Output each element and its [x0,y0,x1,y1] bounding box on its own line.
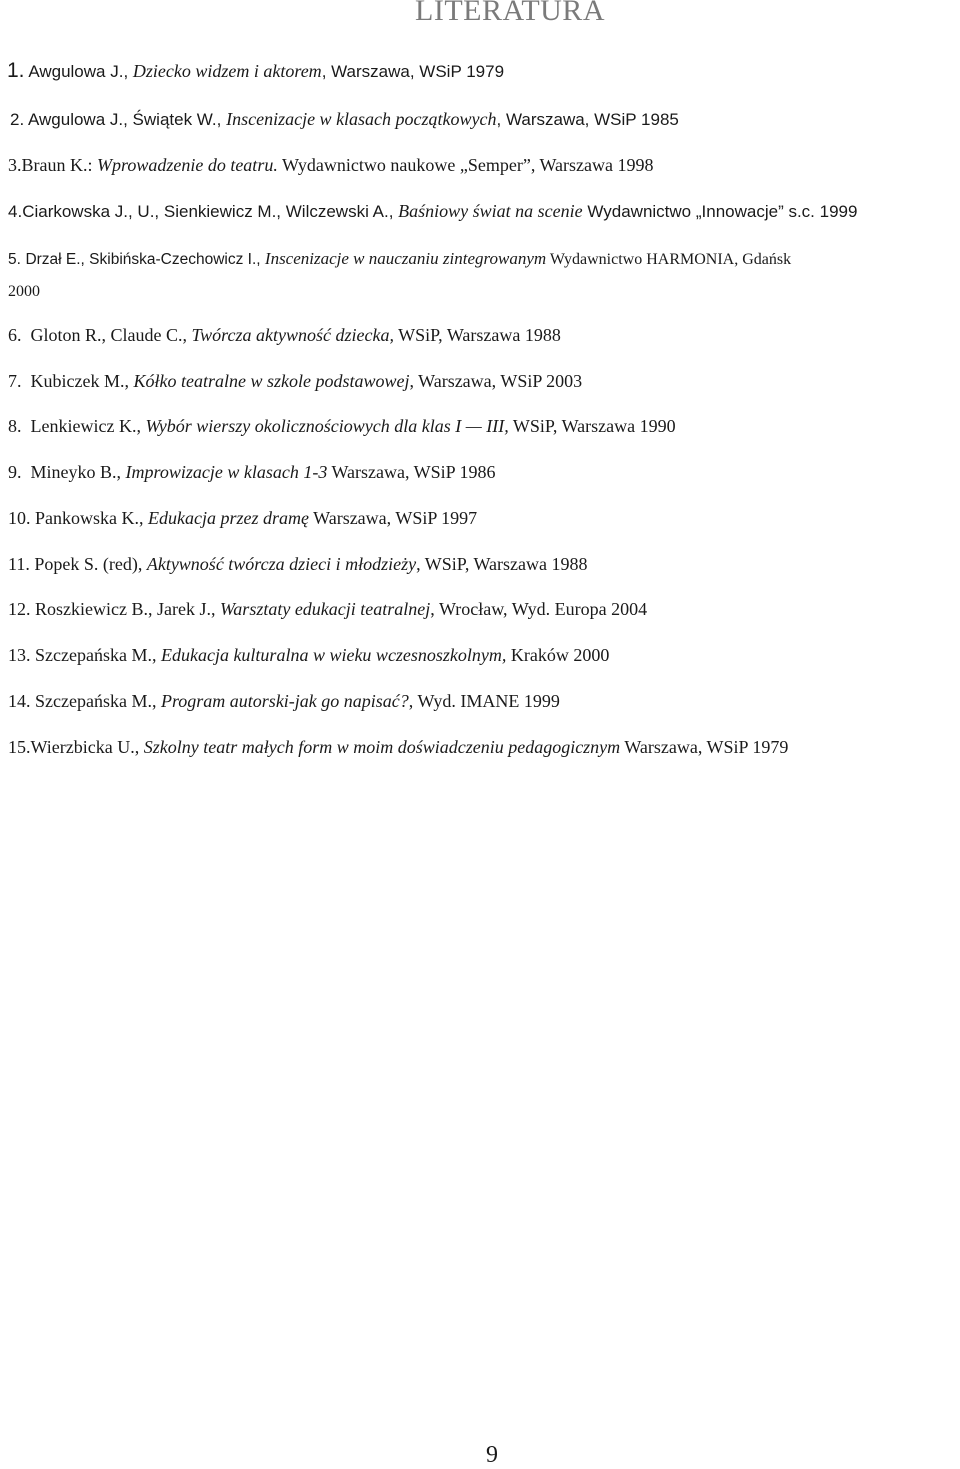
entry-authors: Popek S. (red), [34,554,147,574]
entry-title: Aktywność twórcza dzieci i młodzieży [146,554,417,574]
entry-authors: Awgulowa J., [28,62,133,81]
bibliography-entry [7,60,504,83]
entry-number: 2. [10,110,25,129]
bibliography-entry-continuation: 2000 [8,283,40,300]
entry-publisher: Wydawnictwo HARMONIA, Gdańsk [546,251,792,268]
entry-title: Baśniowy świat na scenie [398,201,583,221]
entry-number: 10. [8,508,31,528]
entry-number: 6. [8,325,22,345]
entry-publisher: , Warszawa, WSiP 2003 [409,371,583,391]
entry-publisher: Warszawa, WSiP 1997 [308,508,478,528]
bibliography-entry [8,598,647,620]
entry-title: Wprowadzenie do teatru. [97,155,278,175]
entry-title: Dziecko widzem i aktorem [132,61,322,81]
entry-publisher: Wydawnictwo „Innowacje” s.c. 1999 [582,202,858,221]
entry-authors: Szczepańska M., [35,691,161,711]
entry-title: Improwizacje w klasach 1-3 [125,462,328,482]
entry-title: Szkolny teatr małych form w moim doświadczeniu pedagogicznym [143,737,621,757]
entry-title: Wybór wierszy okolicznościowych dla klas I — III, [145,416,509,436]
bibliography-entry [8,553,588,575]
bibliography-entry [8,507,477,529]
bibliography-entry [8,644,609,666]
entry-authors: Kubiczek M., [30,371,134,391]
entry-number: 1. [7,59,25,82]
entry-title: Inscenizacje w nauczaniu zintegrowanym [264,249,547,268]
entry-publisher: , Warszawa, WSiP 1979 [321,62,505,81]
bibliography-entry [8,154,654,176]
entry-title: Warsztaty edukacji teatralnej [219,599,431,619]
entry-authors: Lenkiewicz K., [30,416,146,436]
bibliography-entry [8,324,561,346]
bibliography-entry [8,736,788,758]
entry-title: Twórcza aktywność dziecka, [191,325,394,345]
entry-publisher: Wydawnictwo naukowe „Semper”, Warszawa 1998 [277,155,654,175]
bibliography-entry [8,247,791,271]
entry-authors: Roszkiewicz B., Jarek J., [35,599,220,619]
entry-authors: Ciarkowska J., U., Sienkiewicz M., Wilczewski A., [22,202,399,221]
entry-authors: Drzał E., Skibińska-Czechowicz I., [25,251,265,268]
entry-publisher: , Wyd. IMANE 1999 [408,691,560,711]
entry-number: 11. [8,554,30,574]
entry-title: Kółko teatralne w szkole podstawowej [133,371,410,391]
page-number: 9 [486,1442,498,1468]
entry-publisher: Kraków 2000 [506,645,610,665]
entry-number: 3. [8,155,22,175]
entry-authors: Wierzbicka U., [30,737,144,757]
entry-publisher: , Warszawa, WSiP 1985 [496,110,679,129]
entry-number: 12. [8,599,31,619]
entry-publisher: Warszawa, WSiP 1986 [327,462,496,482]
page-title: LITERATURA [415,0,605,27]
entry-title: Program autorski-jak go napisać? [160,691,409,711]
entry-authors: Gloton R., Claude C., [30,325,192,345]
entry-authors: Szczepańska M., [35,645,161,665]
bibliography-entry [8,415,676,437]
entry-number: 13. [8,645,31,665]
entry-authors: Mineyko B., [30,462,126,482]
bibliography-entry [8,370,582,392]
entry-publisher: , Wrocław, Wyd. Europa 2004 [430,599,648,619]
entry-title: Edukacja kulturalna w wieku wczesnoszkolnym, [160,645,507,665]
entry-title: Inscenizacje w klasach początkowych [226,109,497,129]
bibliography-entry [8,200,857,223]
entry-authors: Pankowska K., [35,508,148,528]
bibliography-entry [10,108,679,131]
entry-publisher: WSiP, Warszawa 1988 [393,325,561,345]
entry-number: 7. [8,371,22,391]
bibliography-entry [8,461,496,483]
entry-authors: Braun K.: [21,155,97,175]
entry-number: 15. [8,737,31,757]
bibliography-entry [8,690,560,712]
entry-publisher: Warszawa, WSiP 1979 [620,737,789,757]
entry-number: 5. [8,251,21,268]
entry-title: Edukacja przez dramę [148,508,309,528]
entry-publisher: , WSiP, Warszawa 1988 [416,554,588,574]
entry-authors: Awgulowa J., Świątek W., [27,110,227,129]
entry-number: 9. [8,462,22,482]
entry-number: 4. [8,202,23,221]
entry-publisher: WSiP, Warszawa 1990 [508,416,676,436]
entry-number: 8. [8,416,22,436]
entry-number: 14. [8,691,31,711]
